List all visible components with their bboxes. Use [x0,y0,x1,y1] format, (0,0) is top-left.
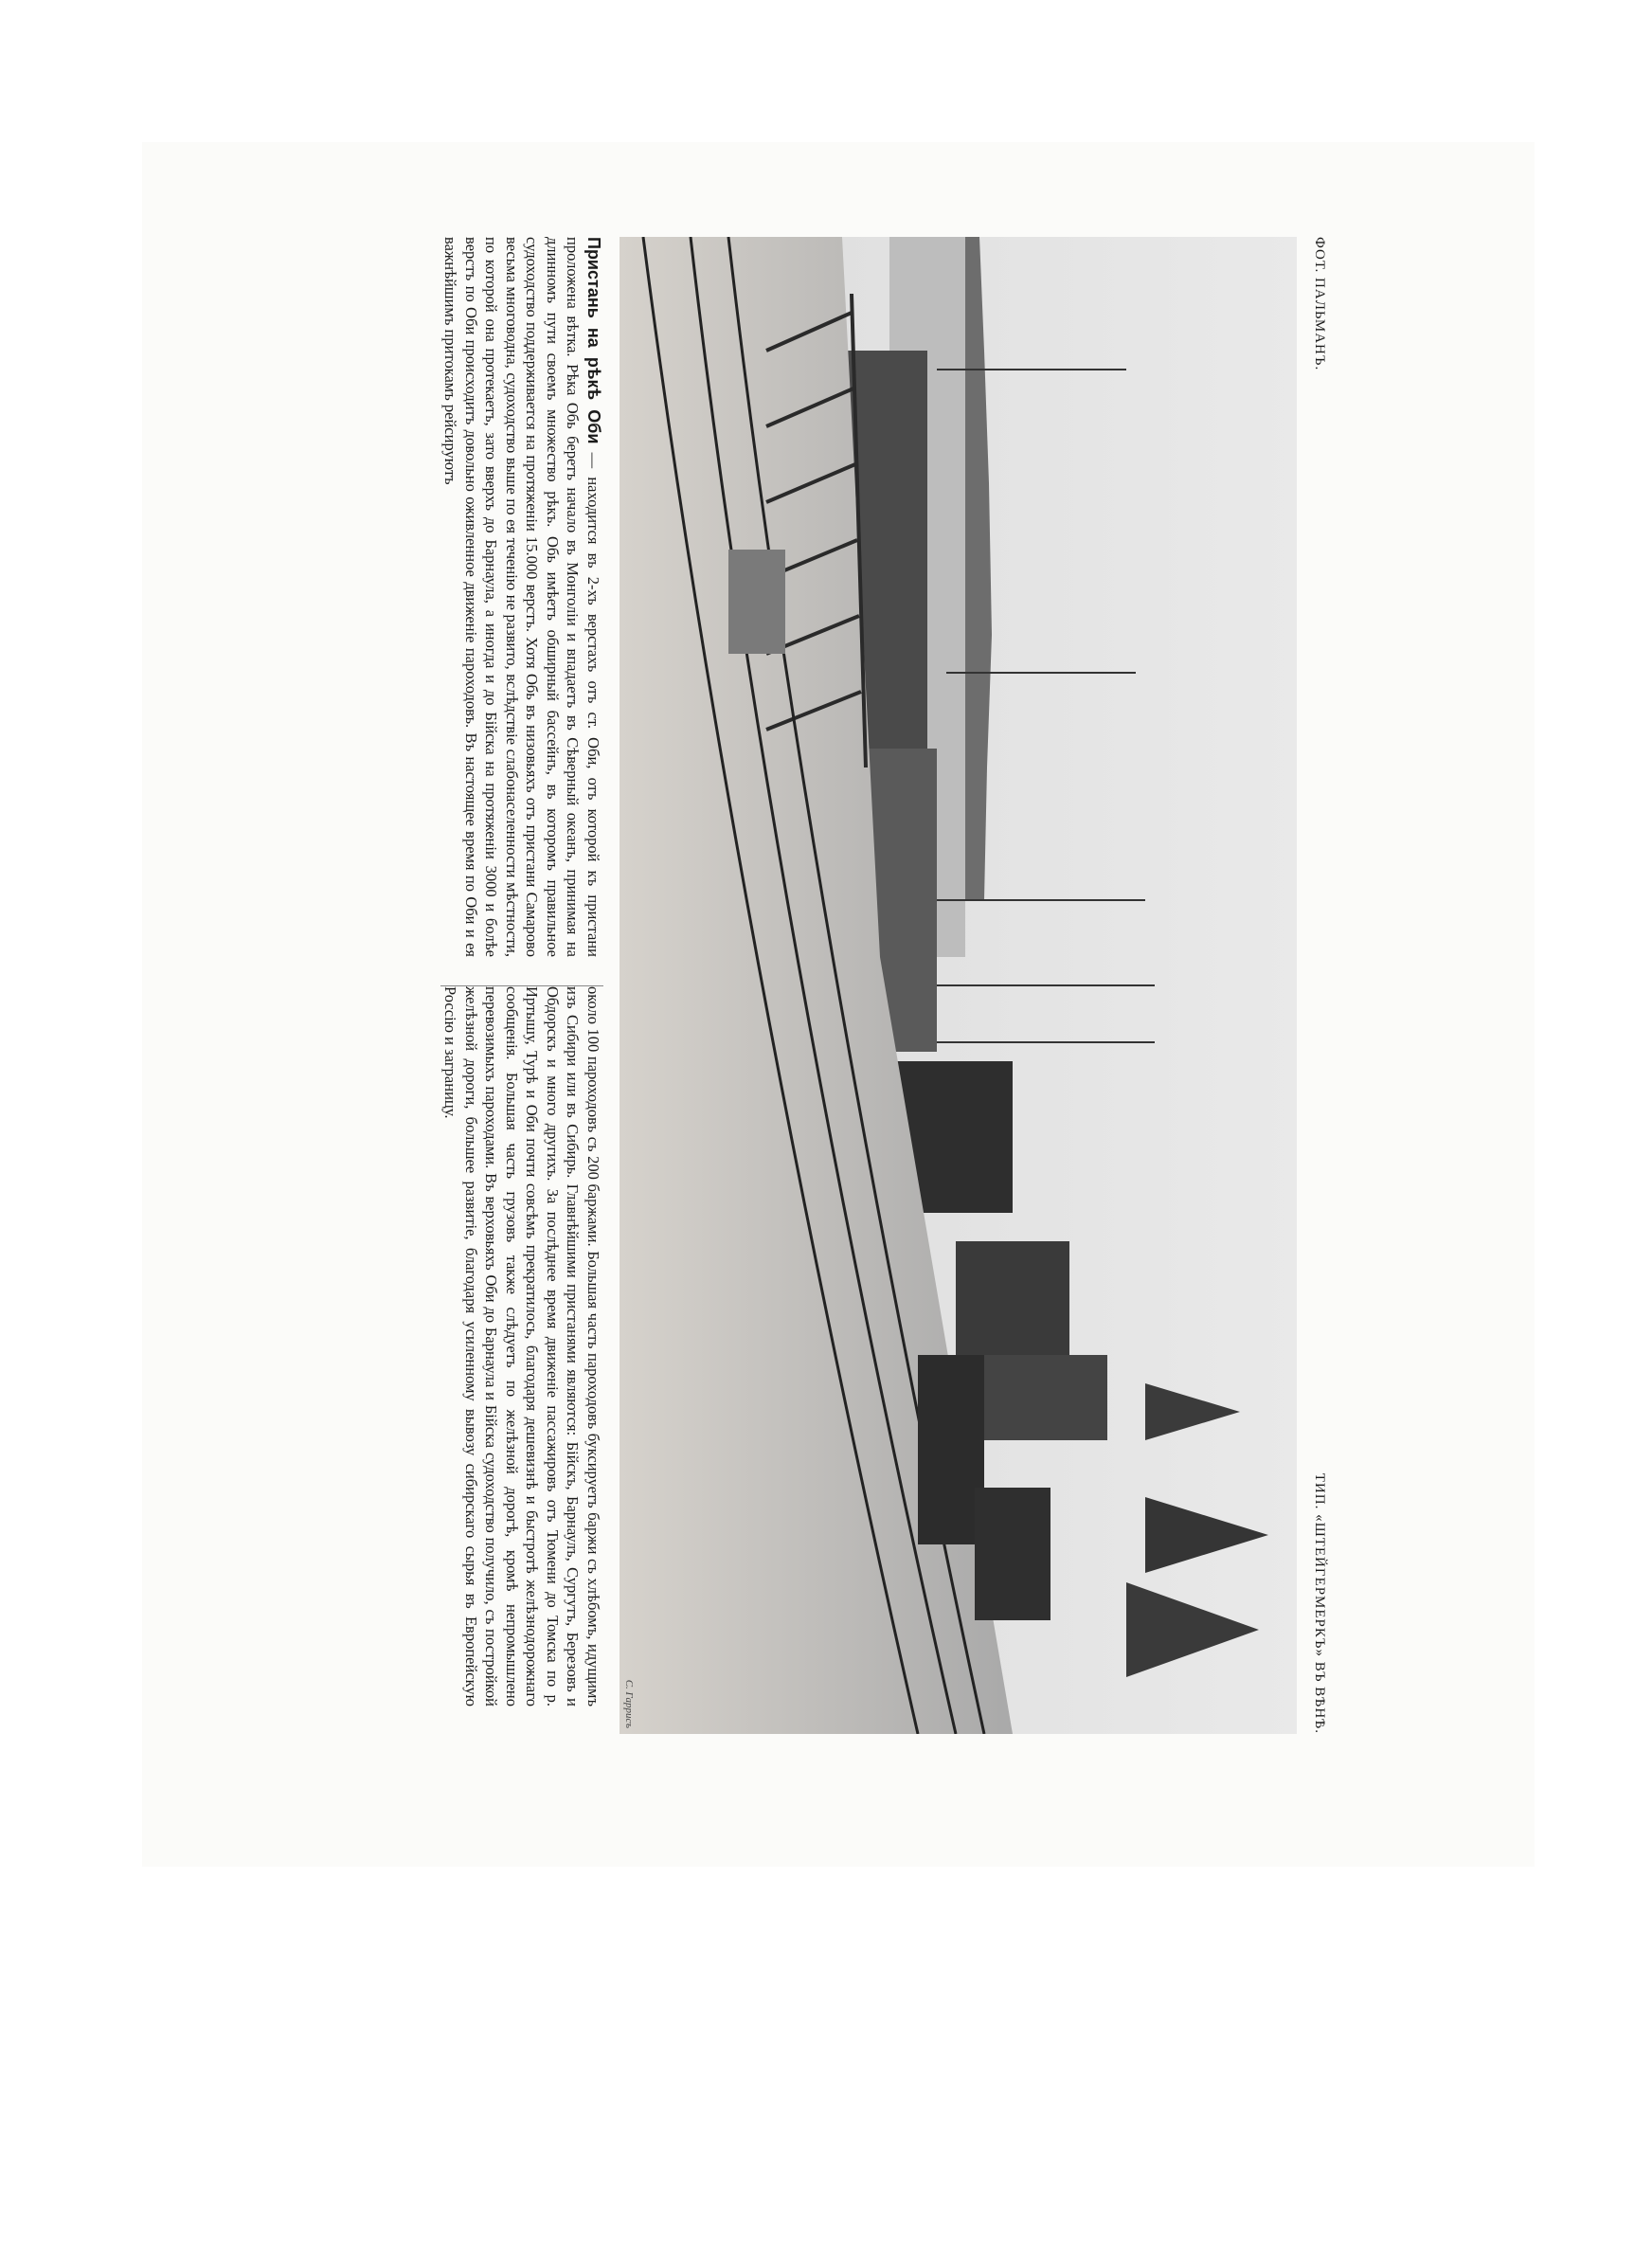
printer-credit: ТИП. «ШТЕЙГЕРМЕРКЪ» ВЪ ВѢНѢ. [1312,1472,1327,1734]
running-header [1304,237,1333,1734]
caption-column-right [440,985,603,1706]
rotated-page-content [220,237,1333,1734]
caption-paragraph-left [440,237,603,957]
caption-body-left: — находится въ 2-хъ верстахъ отъ ст. Оби, отъ которой къ пристани проложена вѣтка. Рѣка Обь беретъ начало въ Монголіи и впадаетъ въ Сѣверный океанъ, принимая на длинномъ пути своемъ множество рѣкъ. Обь имѣетъ обширный бассейнъ, въ которомъ правильное судоходство поддерживается на протяженіи 15.000 верстъ. Хотя Обь въ низовьяхъ отъ пристани Самарово весьма многоводна, судоходство выше по ея теченію не развито, вслѣдствіе слабонаселенности мѣстности, по которой она протекаетъ, зато вверхъ до Барнаула, а иногда и до Бійска на протяженіи 3000 и болѣе верстъ по Оби происходитъ довольно оживленное движеніе пароходовъ. Въ настоящее время по Оби и ея важнѣйшимъ притокамъ рейсируютъ [441,237,602,957]
caption-text [224,237,603,1734]
caption-title: Пристань на рѣкѣ Оби [584,237,603,444]
photographer-credit: ФОТ. ПАЛЬМАНЪ. [1312,237,1327,371]
photograph-river-pier [620,237,1297,1734]
photograph-illustration [620,237,1297,1734]
caption-body-right: около 100 пароходовъ съ 200 баржами. Большая часть пароходовъ буксируетъ баржи съ хлѣбомъ, идущимъ изъ Сибири или въ Сибирь. Главнѣйшими пристанями являются: Бійскъ, Барнаулъ, Сургутъ, Березовъ и Обдорскъ и много другихъ. За послѣднее время движеніе пассажировъ отъ Тюмени до Томска по р. Иртышу, Турѣ и Оби почти совсѣмъ прекратилось, благодаря дешевизнѣ и быстротѣ желѣзнодорожнаго сообщенія. Большая часть грузовъ также слѣдуетъ по желѣзной дорогѣ, кромѣ непромышлено перевозимыхъ пароходами. Въ верховьяхъ Оби до Барнаула и Бійска судоходство получило, съ постройкой желѣзной дороги, большее развитіе, благодаря усиленному вывозу сибирскаго сырья въ Европейскую Россію и заграницу. [441,986,602,1706]
caption-column-left [440,237,603,957]
engraver-signature: С. Гаррисъ [623,1679,635,1728]
